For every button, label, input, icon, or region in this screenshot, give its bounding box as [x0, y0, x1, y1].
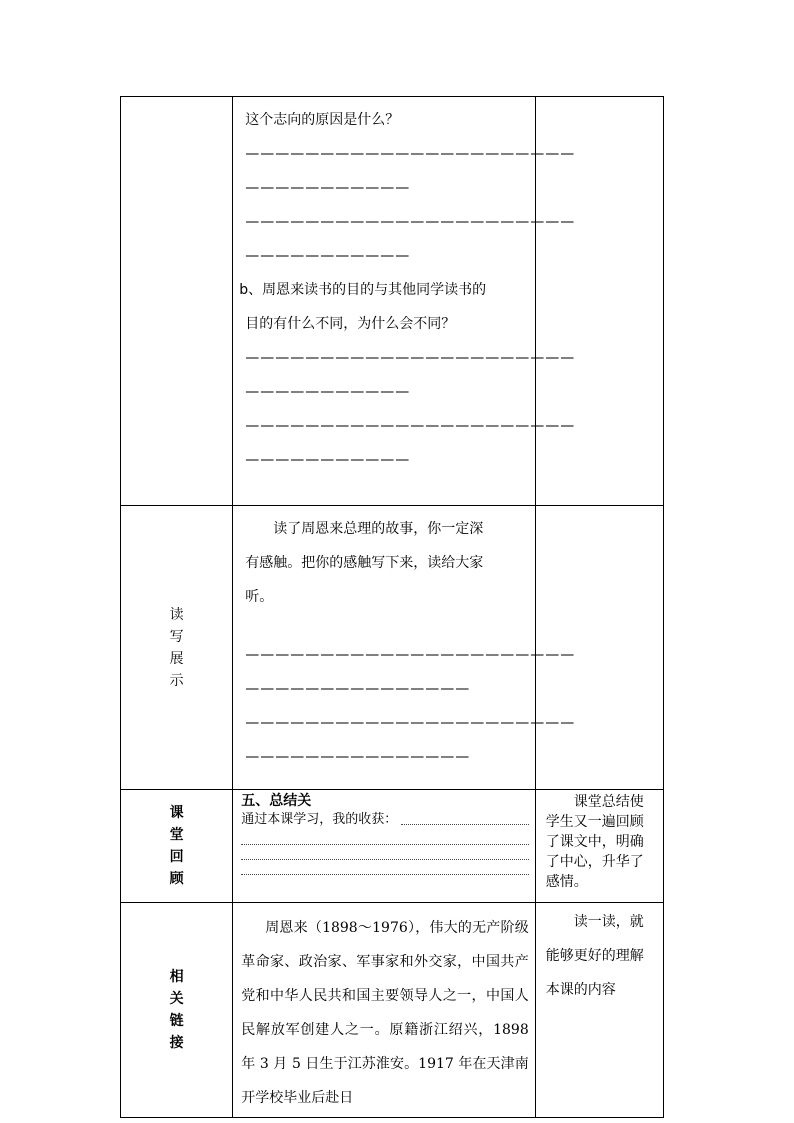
row-writing [121, 506, 664, 790]
label-char: 写 [169, 628, 184, 645]
row-questions-label-cell [121, 97, 233, 506]
question-b-line2: 目的有什么不同，为什么会不同？ [245, 316, 456, 332]
answer-line: —————————————————————— [245, 418, 576, 434]
question-b-line1: b、周恩来读书的目的与其他同学读书的 [239, 282, 487, 298]
section-label-writing [121, 506, 233, 790]
writing-cell [233, 506, 576, 790]
answer-line: —————————————————————— [245, 146, 576, 162]
summary-title: 五、总结关 [241, 793, 312, 809]
label-char: 相 [169, 969, 184, 985]
answer-line: ——————————— [245, 248, 411, 264]
section-label-review [121, 790, 233, 903]
label-char: 堂 [169, 827, 184, 843]
fill-line[interactable] [241, 830, 529, 845]
label-char: 链 [169, 1013, 184, 1029]
section-label-related [121, 903, 233, 1118]
questions-cell [233, 97, 576, 506]
label-char: 课 [169, 805, 184, 821]
row-related [121, 903, 664, 1118]
answer-line: —————————————————————— [245, 350, 576, 366]
answer-line: —————————————————————— [245, 647, 576, 663]
fill-line[interactable] [401, 823, 529, 825]
harvest-label: 通过本课学习，我的收获： [241, 812, 398, 827]
review-cell [233, 790, 536, 903]
review-note: 课堂总结使学生又一遍回顾了课文中，明确了中心，升华了感情。 [535, 790, 663, 903]
writing-prompt-line2: 有感触。把你的感触写下来，读给大家 [245, 555, 484, 571]
related-bio: 周恩来（1898～1976），伟大的无产阶级革命家、政治家、军事家和外交家，中国共产党和中华人民共和国主要领导人之一，中国人民解放军创建人之一。原籍浙江绍兴，1898 年 3 月 5 日生于江苏淮安。1917 年在天津南开学校毕业后赴日 [233, 903, 536, 1118]
answer-line: ——————————————— [245, 749, 471, 765]
answer-line: ——————————— [245, 452, 411, 468]
question-a-tail: 这个志向的原因是什么？ [245, 112, 400, 128]
label-char: 接 [169, 1035, 184, 1051]
fill-line[interactable] [241, 845, 529, 860]
label-char: 示 [169, 672, 184, 689]
writing-prompt-line1: 读了周恩来总理的故事，你一定深 [273, 521, 484, 537]
row-review [121, 790, 664, 903]
answer-line: —————————————————————— [245, 214, 576, 230]
label-char: 顾 [169, 871, 184, 887]
writing-prompt-line3: 听。 [245, 589, 274, 605]
label-char: 回 [169, 849, 184, 865]
answer-line: —————————————————————— [245, 715, 576, 731]
fill-line[interactable] [241, 860, 529, 875]
related-note: 读一读，就能够更好的理解本课的内容 [535, 903, 663, 1118]
row-questions [121, 97, 664, 506]
answer-line: ——————————————— [245, 681, 471, 697]
lesson-table [120, 96, 664, 1118]
label-char: 展 [169, 650, 184, 667]
answer-line: ——————————— [245, 180, 411, 196]
harvest-line [241, 810, 529, 830]
label-char: 读 [169, 606, 184, 623]
answer-line: ——————————— [245, 384, 411, 400]
label-char: 关 [169, 991, 184, 1007]
